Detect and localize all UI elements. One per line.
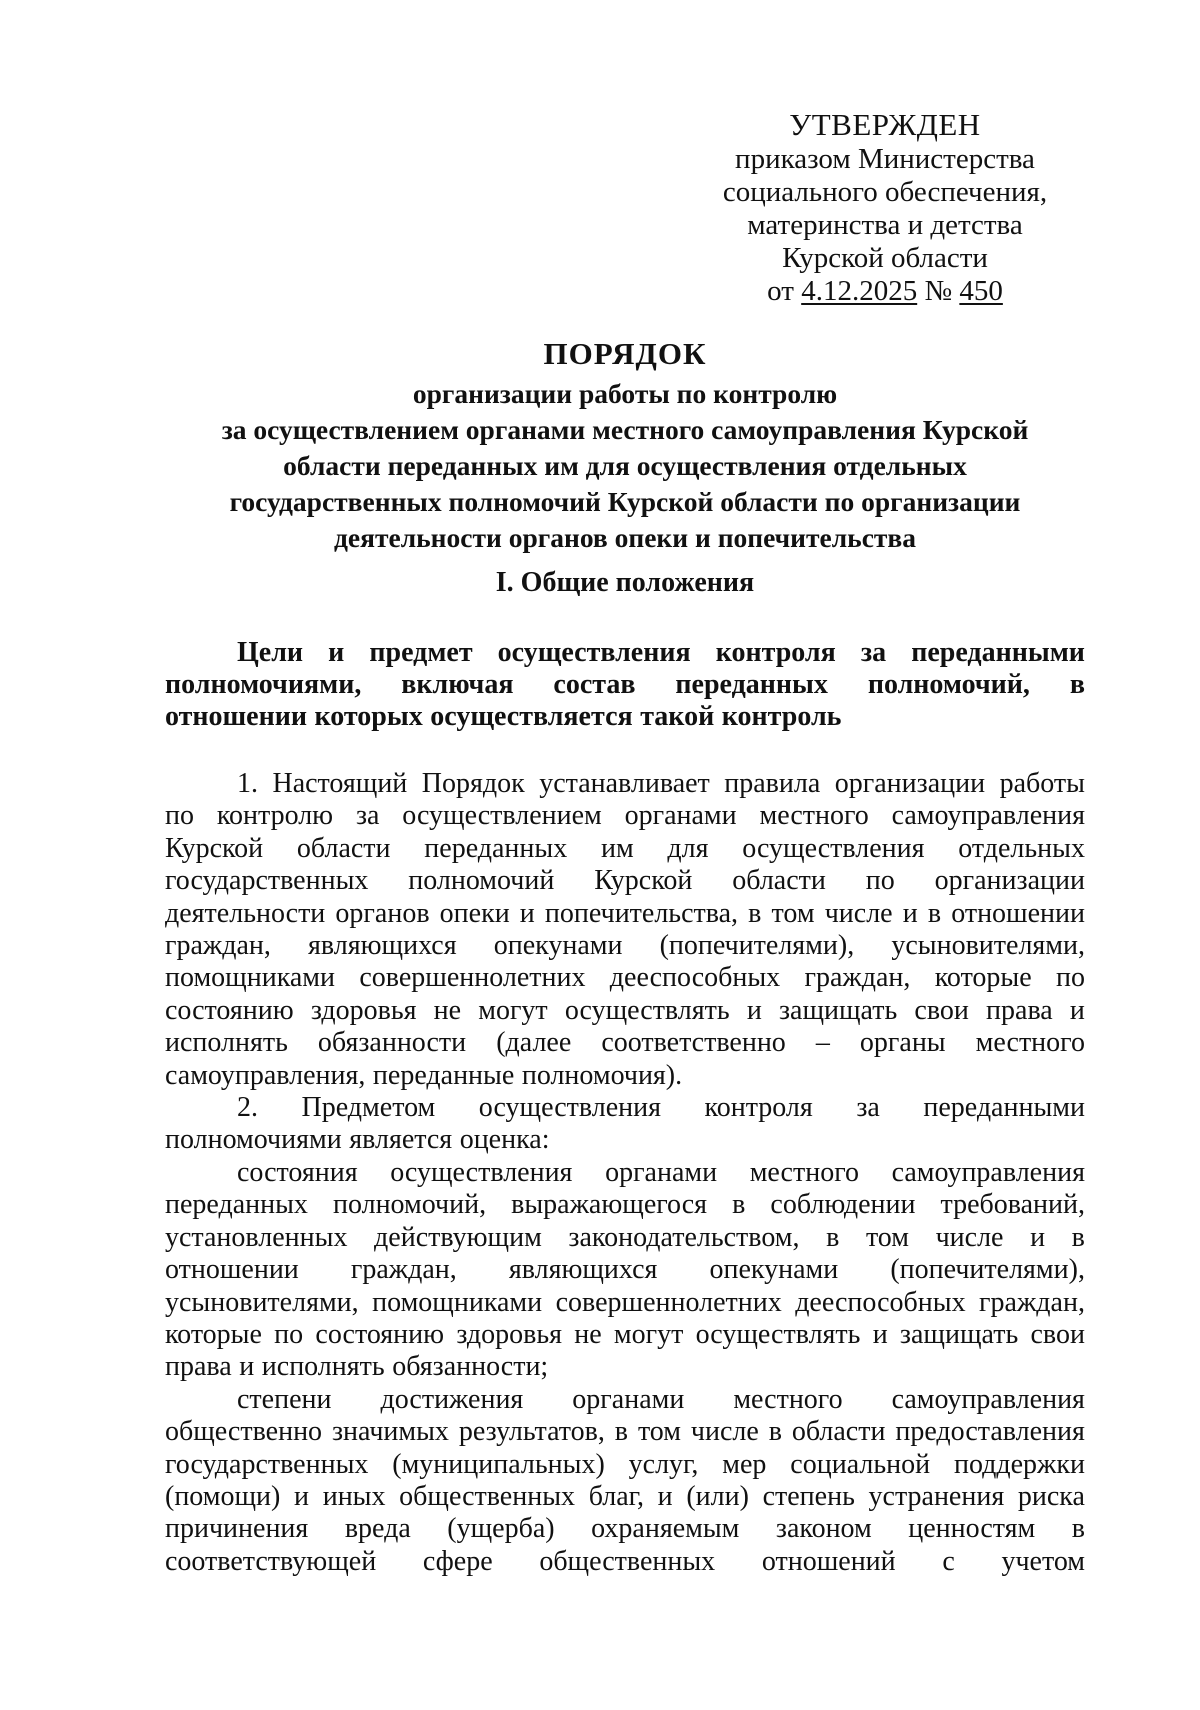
- document-title: [165, 334, 1085, 554]
- word: оценка:: [459, 1124, 550, 1156]
- title-line: области переданных им для осуществления отдельных: [283, 450, 967, 481]
- word: отношений: [761, 1545, 896, 1577]
- word: иных: [322, 1480, 386, 1512]
- word: в: [826, 1221, 840, 1253]
- word: с: [942, 1545, 955, 1577]
- word: осуществления: [478, 1092, 662, 1124]
- approval-date-prefix: от: [767, 275, 794, 307]
- word: не: [574, 1318, 602, 1350]
- word: исполнять: [165, 1027, 288, 1059]
- word: состоянию: [165, 994, 294, 1026]
- word: государственных: [165, 1448, 369, 1480]
- word: соответствующей: [165, 1545, 377, 1577]
- word: том: [637, 1416, 681, 1448]
- word: граждан,: [979, 1286, 1085, 1318]
- word: в: [732, 1189, 746, 1221]
- word: и: [872, 1318, 888, 1350]
- word: осуществления: [497, 637, 691, 668]
- word: соблюдении: [770, 1189, 916, 1221]
- approval-number: 450: [959, 275, 1003, 307]
- word: дееспособных: [795, 1286, 966, 1318]
- word: и: [746, 994, 762, 1026]
- word: органами: [605, 1156, 718, 1188]
- word: сфере: [422, 1545, 493, 1577]
- word: полномочий: [408, 865, 555, 897]
- word: том: [771, 897, 815, 929]
- word: –: [815, 1027, 830, 1059]
- word: защищать: [899, 1318, 1019, 1350]
- word: учетом: [1001, 1545, 1085, 1577]
- word: законодательством,: [568, 1221, 800, 1253]
- title-line: государственных полномочий Курской области по организации: [229, 486, 1021, 517]
- word: Курской: [165, 832, 264, 864]
- word: усыновителями,: [891, 930, 1085, 962]
- word: здоровья: [310, 994, 417, 1026]
- word: мер: [722, 1448, 767, 1480]
- word: организации: [934, 865, 1085, 897]
- word: опекунами: [709, 1254, 839, 1286]
- word: осуществлять: [564, 994, 730, 1026]
- word: в: [1071, 1513, 1085, 1545]
- word: усыновителями,: [165, 1286, 359, 1318]
- word: устранения: [868, 1480, 1005, 1512]
- word: которые: [165, 1318, 262, 1350]
- word: области: [296, 832, 391, 864]
- word: переданными: [911, 637, 1085, 668]
- title-line: организации работы по контролю: [412, 378, 838, 409]
- body-line: [165, 833, 1085, 865]
- word: местного: [749, 1156, 859, 1188]
- word: деятельности: [165, 897, 326, 929]
- word: переданные: [372, 1059, 515, 1091]
- word: в: [748, 897, 762, 929]
- word: местного: [975, 1027, 1085, 1059]
- word: для: [667, 832, 709, 864]
- word: том: [865, 1221, 909, 1253]
- word: по: [865, 865, 895, 897]
- body-line: [165, 898, 1085, 930]
- word: (или): [686, 1480, 749, 1512]
- word: осуществления: [390, 1156, 573, 1188]
- word: работы: [999, 768, 1085, 799]
- word: организации: [834, 768, 986, 799]
- word: числе: [935, 1221, 1004, 1253]
- body-line: [165, 1157, 1085, 1189]
- word: местного: [733, 1383, 843, 1415]
- word: соответственно: [601, 1027, 786, 1059]
- word: такой: [640, 701, 715, 732]
- word: (помощи): [165, 1480, 281, 1512]
- word: в: [927, 897, 942, 929]
- body-line: [165, 1189, 1085, 1221]
- word: права: [165, 1351, 232, 1383]
- word: и: [328, 637, 345, 668]
- word: свои: [914, 994, 969, 1026]
- word: поддержки: [953, 1448, 1085, 1480]
- body-line: [165, 800, 1085, 832]
- word: могут: [613, 1318, 684, 1350]
- word: в: [1071, 1221, 1085, 1253]
- body-line: [165, 1027, 1085, 1059]
- word: полномочий,: [332, 1189, 487, 1221]
- word: за: [355, 800, 380, 832]
- word: действующим: [374, 1221, 542, 1253]
- word: законом: [775, 1513, 872, 1545]
- word: степень: [762, 1480, 855, 1512]
- title-line: за осуществлением органами местного самоуправления Курской: [221, 414, 1029, 445]
- word: граждан,: [165, 930, 271, 962]
- word: и: [1069, 994, 1085, 1026]
- title-line: деятельности органов опеки и попечительства: [333, 522, 917, 553]
- body-line: [165, 1351, 1085, 1383]
- word: области: [791, 1416, 886, 1448]
- word: Порядок: [421, 768, 525, 799]
- word: по: [165, 800, 194, 832]
- approval-date-line: [690, 275, 1080, 308]
- word: предмет: [369, 637, 473, 668]
- body-line: [165, 962, 1085, 994]
- subsection-line: [165, 637, 1085, 669]
- word: и: [519, 897, 535, 929]
- word: услуг,: [628, 1448, 699, 1480]
- document-body: [165, 768, 1085, 1578]
- body-line: [165, 995, 1085, 1027]
- body-line: [165, 1513, 1085, 1545]
- word: общественных: [399, 1480, 576, 1512]
- body-line: [165, 1449, 1085, 1481]
- word: контролю: [216, 800, 334, 832]
- word: самоуправления: [891, 800, 1085, 832]
- word: и: [902, 897, 918, 929]
- word: контроль: [721, 701, 842, 732]
- word: отдельных: [958, 832, 1085, 864]
- word: благ,: [588, 1480, 644, 1512]
- word: попечительства,: [544, 897, 739, 929]
- word: правила: [724, 768, 821, 799]
- body-line: [165, 1384, 1085, 1416]
- body-line: [165, 1319, 1085, 1351]
- word: переданных: [424, 832, 568, 864]
- word: и: [294, 1480, 310, 1512]
- word: числе: [690, 1416, 759, 1448]
- word: вреда: [344, 1513, 411, 1545]
- word: риска: [1017, 1480, 1085, 1512]
- word: полномочиями: [165, 1124, 342, 1156]
- word: Предметом: [301, 1092, 436, 1124]
- word: полномочий,: [867, 669, 1030, 700]
- section-heading: I. Общие положения: [495, 567, 755, 598]
- subsection-line: [165, 701, 1085, 733]
- word: осуществлять: [695, 1318, 861, 1350]
- word: полномочиями,: [165, 669, 362, 700]
- word: (попечителями),: [659, 930, 855, 962]
- word: отношении: [165, 701, 307, 732]
- word: опеки: [439, 897, 510, 929]
- approval-number-sign: №: [924, 275, 953, 307]
- approval-line-2: социального обеспечения,: [722, 176, 1048, 208]
- word: значимых: [331, 1416, 449, 1448]
- word: контроля: [704, 1092, 813, 1124]
- word: здоровья: [456, 1318, 562, 1350]
- word: государственных: [165, 865, 369, 897]
- approval-line-1: приказом Министерства: [735, 143, 1035, 175]
- word: помощниками: [165, 962, 336, 994]
- word: осуществлением: [402, 800, 602, 832]
- word: включая: [401, 669, 514, 700]
- approval-line-3: материнства и детства: [747, 209, 1023, 241]
- word: общественно: [165, 1416, 323, 1448]
- word: (попечителями),: [890, 1254, 1085, 1286]
- word: осуществления: [742, 832, 925, 864]
- approval-heading: УТВЕРЖДЕН: [789, 107, 981, 142]
- body-line: [165, 1287, 1085, 1319]
- word: самоуправления,: [165, 1059, 366, 1091]
- word: обязанности: [317, 1027, 467, 1059]
- word: ценностям: [908, 1513, 1036, 1545]
- word: совершеннолетних: [555, 1286, 782, 1318]
- word: которых: [314, 701, 423, 732]
- word: устанавливает: [539, 768, 710, 799]
- word: области: [732, 865, 826, 897]
- word: являющихся: [308, 930, 457, 962]
- word: органами: [624, 800, 737, 832]
- word: самоуправления: [891, 1383, 1085, 1415]
- word: требований,: [940, 1189, 1085, 1221]
- word: свои: [1030, 1318, 1085, 1350]
- body-line: [165, 1060, 1085, 1092]
- body-line: [165, 1124, 1085, 1156]
- word: (далее: [496, 1027, 572, 1059]
- word: и: [1030, 1221, 1046, 1253]
- word: органами: [572, 1383, 685, 1415]
- word: переданных: [675, 669, 828, 700]
- subsection-heading: [165, 637, 1085, 733]
- word: за: [860, 637, 887, 668]
- word: в: [614, 1416, 629, 1448]
- word: граждан,: [804, 962, 911, 994]
- body-line: [165, 1092, 1085, 1124]
- word: в: [768, 1416, 782, 1448]
- word: за: [856, 1092, 880, 1124]
- word: в: [1069, 669, 1085, 700]
- word: могут: [478, 994, 548, 1026]
- word: местного: [759, 800, 869, 832]
- word: предоставления: [895, 1416, 1085, 1448]
- word: 1.: [237, 768, 258, 799]
- word: исполнять: [261, 1351, 385, 1383]
- word: числе: [824, 897, 893, 929]
- word: совершеннолетних: [359, 962, 586, 994]
- word: полномочия).: [521, 1059, 683, 1091]
- body-line: [165, 865, 1085, 897]
- approval-date: 4.12.2025: [801, 275, 918, 307]
- word: (ущерба): [447, 1513, 555, 1545]
- word: 2.: [237, 1092, 258, 1124]
- word: дееспособных: [609, 962, 781, 994]
- approval-line-4: Курской области: [782, 242, 988, 274]
- word: отношении: [165, 1254, 299, 1286]
- body-line: [165, 1416, 1085, 1448]
- word: выражающегося: [511, 1189, 708, 1221]
- word: органы: [859, 1027, 946, 1059]
- word: отношении: [951, 897, 1085, 929]
- body-line: [165, 930, 1085, 962]
- word: которые: [934, 962, 1032, 994]
- word: переданными: [923, 1092, 1085, 1124]
- word: социальной: [790, 1448, 931, 1480]
- word: Цели: [237, 637, 304, 668]
- word: состав: [553, 669, 636, 700]
- word: установленных: [165, 1221, 348, 1253]
- word: является: [349, 1124, 453, 1156]
- word: Курской: [594, 865, 693, 897]
- word: состоянию: [315, 1318, 445, 1350]
- body-line: [165, 1254, 1085, 1286]
- word: степени: [237, 1383, 332, 1415]
- word: Настоящий: [272, 768, 408, 799]
- body-line: [165, 1222, 1085, 1254]
- approval-block: [690, 108, 1080, 308]
- word: результатов,: [458, 1416, 605, 1448]
- word: и: [239, 1351, 255, 1383]
- word: контроля: [715, 637, 836, 668]
- word: осуществляется: [430, 701, 633, 732]
- word: граждан,: [350, 1254, 457, 1286]
- word: опекунами: [493, 930, 623, 962]
- word: причинения: [165, 1513, 309, 1545]
- word: самоуправления: [891, 1156, 1085, 1188]
- word: общественных: [539, 1545, 716, 1577]
- word: по: [1056, 962, 1085, 994]
- word: и: [657, 1480, 673, 1512]
- word: по: [274, 1318, 304, 1350]
- word: помощниками: [372, 1286, 543, 1318]
- body-line: [165, 768, 1085, 800]
- word: защищать: [778, 994, 898, 1026]
- word: переданных: [165, 1189, 308, 1221]
- word: охраняемым: [591, 1513, 740, 1545]
- word: права: [986, 994, 1053, 1026]
- word: органов: [335, 897, 430, 929]
- word: им: [600, 832, 634, 864]
- body-line: [165, 1481, 1085, 1513]
- word: являющихся: [508, 1254, 658, 1286]
- word: не: [433, 994, 462, 1026]
- word: достижения: [380, 1383, 524, 1415]
- word: состояния: [237, 1156, 358, 1188]
- body-line: [165, 1546, 1085, 1578]
- subsection-line: [165, 669, 1085, 701]
- title-main: ПОРЯДОК: [543, 336, 707, 371]
- word: обязанности;: [392, 1351, 549, 1383]
- word: (муниципальных): [392, 1448, 605, 1480]
